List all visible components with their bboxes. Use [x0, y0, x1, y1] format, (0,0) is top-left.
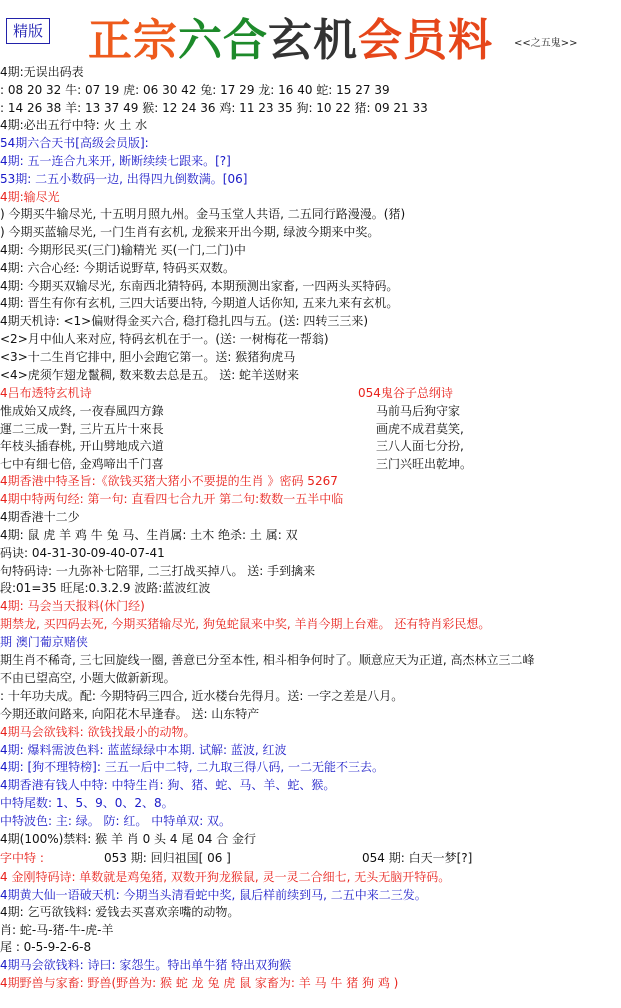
- text-line: 4期: 爆料需波色料: 蓝蓝绿绿中本期. 试解: 蓝波, 红波: [0, 742, 287, 757]
- text-line: <3>十二生肖它排中, 胆小会跑它第一。送: 猴猪狗虎马: [0, 349, 296, 364]
- text-line: 段:01=35 旺尾:0.3.2.9 波路:蓝波红波: [0, 581, 211, 596]
- text-line: 4期中特两句经: 第一句: 直看四七合九开 第二句:数数一五半中临: [0, 491, 344, 506]
- edition-badge: 精版: [6, 18, 50, 44]
- text-line: 4期: 乞丐欲钱料: 爱钱去买喜欢亲嘴的动物。: [0, 905, 240, 920]
- text-line: ) 今期买蓝输尽光, 一门生肖有玄机, 龙猴来开出今期, 绿波今期来中奖。: [0, 225, 380, 240]
- text-line: 4期: 今期形民买(三门)输精光 买(一门,二门)中: [0, 243, 246, 257]
- text-line: 4期马会欲钱料: 诗曰: 家怨生。特出单牛猪 特出双狗猴: [0, 958, 292, 972]
- text-line: 期生肖不稀奇, 三七回旋线一圈, 善意已分至本性, 相斗相争何时了。顺意应天为正道, 高杰林立三二峰: [0, 653, 535, 667]
- text-line: 4 金刚特码诗: 单数就是鸡兔猪, 双数开狗龙猴鼠, 灵一灵二合细七, 无头无脑开特码。: [0, 870, 451, 884]
- text-line: 4期: 鼠 虎 羊 鸡 牛 兔 马、生肖属: 土木 绝杀: 土 属: 双: [0, 527, 298, 542]
- text-line: 肖: 蛇-马-猪-牛-虎-羊: [0, 922, 114, 937]
- text-line: 4期香港中特圣旨:《欲钱买猪大猪小不要提的生肖 》密码 5267: [0, 474, 338, 488]
- text-line: : 十年功夫成。配: 今期特码三四合, 近水楼台先得月。送: 一字之差是八月。: [0, 688, 404, 703]
- text-line: 54期六合天书[高级会员版]:: [0, 136, 149, 151]
- text-line: 4期:必出五行中特: 火 土 水: [0, 118, 148, 133]
- poem-right-line: 画虎不成君莫笑,: [376, 421, 464, 436]
- special-row-label: 字中特 :: [0, 851, 44, 865]
- text-line: 句特码诗: 一九弥补七陪罪, 二三打战买掉八。 送: 手到擒来: [0, 563, 316, 578]
- text-line: 中特尾数: 1、5、9、0、2、8。: [0, 796, 174, 811]
- title-part-1: 正宗: [88, 15, 178, 66]
- poem-right-title: 054鬼谷子总纲诗: [358, 386, 453, 400]
- page-title: [88, 4, 493, 68]
- poem-left-title: 4吕布透特玄机诗: [0, 386, 92, 400]
- special-row-right: 054 期: 白天一梦[?]: [362, 851, 473, 865]
- text-line: : 14 26 38 羊: 13 37 49 猴: 12 24 36 鸡: 11 23 35 狗: 10 22 猪: 09 21 33: [0, 100, 428, 115]
- text-line: 4期: 今期买双输尽光, 东南西北猜特码, 本期预测出家畜, 一四两头买特码。: [0, 278, 399, 293]
- text-line: 4期:无误出码表: [0, 65, 84, 79]
- text-line: 期禁龙, 买四码去死, 今期买猪输尽光, 狗兔蛇鼠来中奖, 羊肖今期上台难。 还有特肖彩民想。: [0, 617, 491, 632]
- poem-right-line: 马前马后狗守家: [376, 404, 461, 418]
- text-line: 4期马会欲钱料: 欲钱找最小的动物。: [0, 724, 196, 739]
- page-subtitle: <<之五鬼>>: [514, 38, 578, 49]
- poem-left-line: 七中有细七倍, 金鸡啼出千门喜: [0, 456, 164, 471]
- poem-left-line: 年枝头插春桃, 开山劈地成六道: [0, 439, 164, 453]
- poem-right-line: 三门兴旺出乾坤。: [376, 456, 473, 471]
- text-line: : 08 20 32 牛: 07 19 虎: 06 30 42 兔: 17 29 龙: 16 40 蛇: 15 27 39: [0, 82, 390, 97]
- text-line: 4期黄大仙一语破天机: 今期当头清看蛇中奖, 鼠后样前续到马, 二五中来二三发。: [0, 887, 427, 902]
- text-line: <4>虎须乍翅龙鬣稠, 数来数去总是五。 送: 蛇羊送财来: [0, 367, 300, 382]
- text-line: 4期: 六合心经: 今期话说野草, 特码买双数。: [0, 260, 235, 275]
- text-line: 不由已望高空, 小题大做新新现。: [0, 670, 176, 685]
- text-line: <2>月中仙人来对应, 特码玄机在于一。(送: 一树梅花一帮翁): [0, 332, 329, 346]
- text-line: 4期: 马会当天报料(休门经): [0, 599, 145, 614]
- special-row-middle: 053 期: 回归祖国[ 06 ]: [104, 851, 231, 865]
- title-part-2: 六合: [178, 15, 268, 66]
- text-line: 4期香港有钱人中特: 中特生肖: 狗、猪、蛇、马、羊、蛇、猴。: [0, 778, 336, 793]
- poem-left-line: 惟成始又成终, 一夜春風四方錄: [0, 404, 164, 418]
- poem-right-line: 三八人面七分扮,: [376, 439, 464, 453]
- text-line: 期 澳门葡京赌侠: [0, 635, 88, 650]
- text-line: 4期香港十二少: [0, 509, 80, 524]
- text-line: 今期还敢问路来, 向阳花木早逢春。 送: 山东特产: [0, 706, 260, 721]
- poem-left-line: 運二三成一對, 三片五片十來長: [0, 421, 164, 436]
- text-line: 尾 : 0-5-9-2-6-8: [0, 940, 92, 955]
- text-line: 4期:输尽光: [0, 189, 60, 204]
- text-line: 4期: [狗不理特榜]: 三五一后中二特, 二九取三得八码, 一二无能不三去。: [0, 760, 384, 775]
- page-header: [0, 0, 621, 66]
- text-line: 4期天机诗: <1>偏财得金买六合, 稳打稳扎四与五。(送: 四转三三来): [0, 314, 369, 329]
- text-line: 中特波色: 主: 绿。 防: 红。 中特单双: 双。: [0, 814, 232, 829]
- title-part-3: 玄机: [268, 15, 358, 66]
- text-line: 53期: 二五小数码一边, 出得四九倒数满。[06]: [0, 171, 248, 186]
- text-line: 4期野兽与家畜: 野兽(野兽为: 猴 蛇 龙 兔 虎 鼠 家畜为: 羊 马 牛 猪 狗 鸡 ): [0, 975, 399, 990]
- text-line: 4期(100%)禁料: 猴 羊 肖 0 头 4 尾 04 合 金行: [0, 832, 257, 846]
- text-line: 4期: 晋生有你有玄机, 三四大话要出特, 今期道人话你知, 五来九来有玄机。: [0, 296, 399, 311]
- text-line: 4期: 五一连合九来开, 断断续续七跟来。[?]: [0, 154, 231, 168]
- text-line: 码诀: 04-31-30-09-40-07-41: [0, 545, 165, 560]
- title-part-4: 会员料: [358, 15, 493, 66]
- text-line: ) 今期买牛输尽光, 十五明月照九州。金马玉堂人共语, 二五同行路漫漫。(猪): [0, 207, 406, 222]
